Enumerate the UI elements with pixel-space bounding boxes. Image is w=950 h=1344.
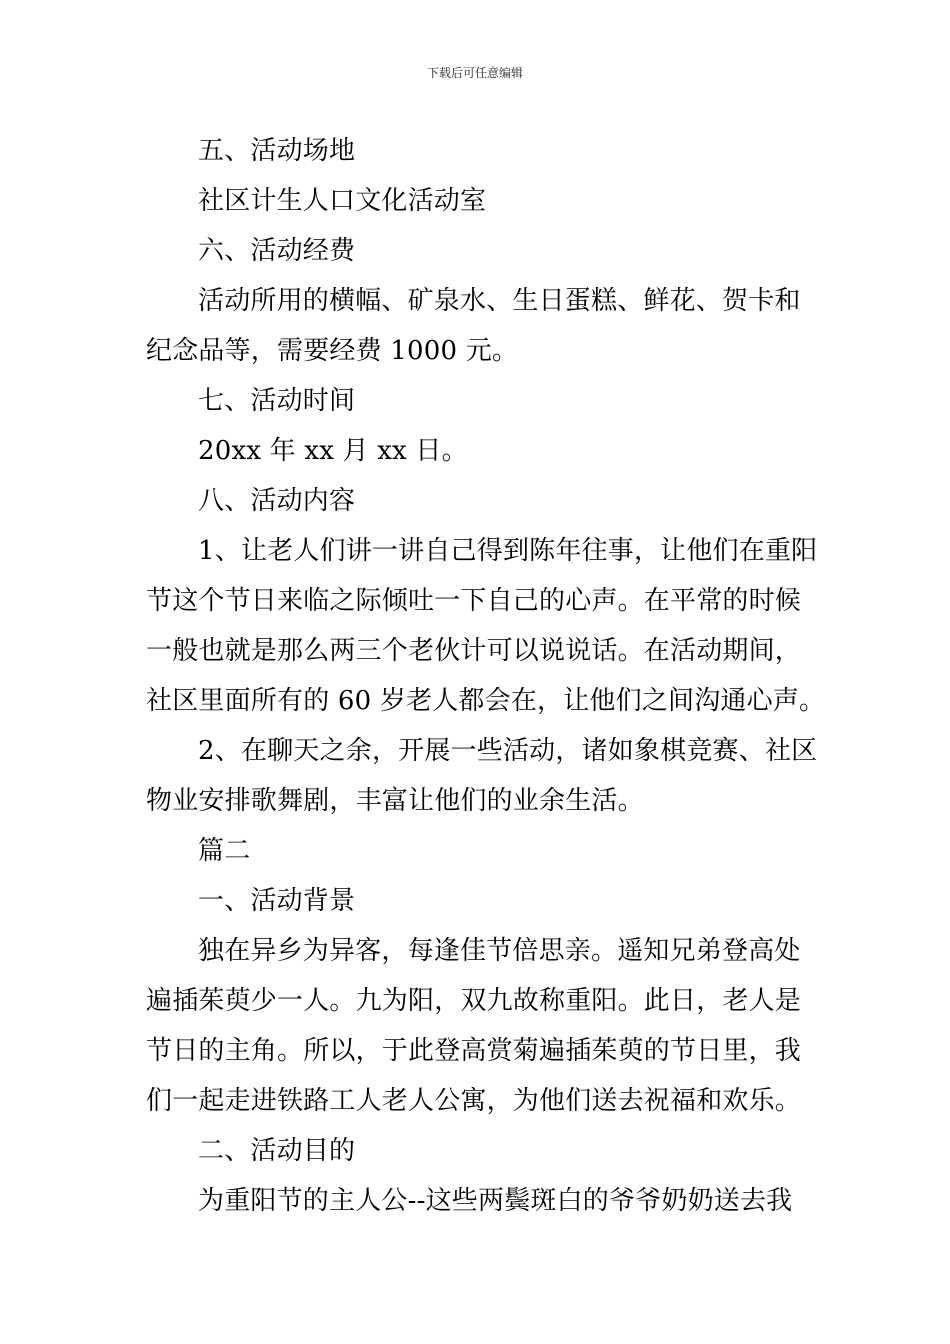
paragraph-background-line-2: 遍插茱萸少一人。九为阳，双九故称重阳。此日，老人是 — [146, 986, 802, 1016]
section-heading-goal: 二、活动目的 — [198, 1136, 356, 1166]
paragraph-content-2-line-2: 物业安排歌舞剧，丰富让他们的业余生活。 — [146, 786, 644, 816]
paragraph-goal — [146, 1176, 808, 1226]
paragraph-content-1-line-4: 社区里面所有的 60 岁老人都会在，让他们之间沟通心声。 — [146, 686, 826, 716]
section-heading-background: 一、活动背景 — [198, 886, 356, 916]
paragraph-budget-line-2: 纪念品等，需要经费 1000 元。 — [146, 336, 519, 366]
section-heading-budget: 六、活动经费 — [198, 236, 356, 266]
section-heading-time: 七、活动时间 — [198, 386, 356, 416]
paragraph-background-line-3: 节日的主角。所以，于此登高赏菊遍插茱萸的节日里，我 — [146, 1036, 802, 1066]
paragraph-time: 20xx 年 xx 月 xx 日。 — [198, 436, 468, 466]
paragraph-venue: 社区计生人口文化活动室 — [198, 186, 487, 216]
paragraph-background-line-4: 们一起走进铁路工人老人公寓，为他们送去祝福和欢乐。 — [146, 1086, 802, 1116]
page-header-note: 下载后可任意编辑 — [426, 66, 523, 80]
paragraph-content-1-line-3: 一般也就是那么两三个老伙计可以说说话。在活动期间， — [146, 636, 802, 666]
paragraph-budget — [146, 276, 808, 376]
part-two-title: 篇二 — [198, 836, 251, 866]
paragraph-background-line-1: 独在异乡为异客，每逢佳节倍思亲。遥知兄弟登高处 — [198, 936, 801, 966]
section-heading-content: 八、活动内容 — [198, 486, 356, 516]
paragraph-content-1-line-2: 节这个节日来临之际倾吐一下自己的心声。在平常的时候 — [146, 586, 802, 616]
paragraph-background — [146, 926, 808, 1126]
paragraph-content-1-line-1: 1、让老人们讲一讲自己得到陈年往事，让他们在重阳 — [198, 536, 818, 566]
section-heading-venue: 五、活动场地 — [198, 136, 356, 166]
document-body — [146, 126, 826, 1226]
paragraph-content-2-line-1: 2、在聊天之余，开展一些活动，诸如象棋竞赛、社区 — [198, 736, 818, 766]
paragraph-budget-line-1: 活动所用的横幅、矿泉水、生日蛋糕、鲜花、贺卡和 — [198, 286, 801, 316]
paragraph-content-2 — [146, 726, 818, 826]
paragraph-goal-line-1: 为重阳节的主人公--这些两鬓斑白的爷爷奶奶送去我 — [198, 1186, 793, 1216]
paragraph-content-1 — [146, 526, 826, 726]
